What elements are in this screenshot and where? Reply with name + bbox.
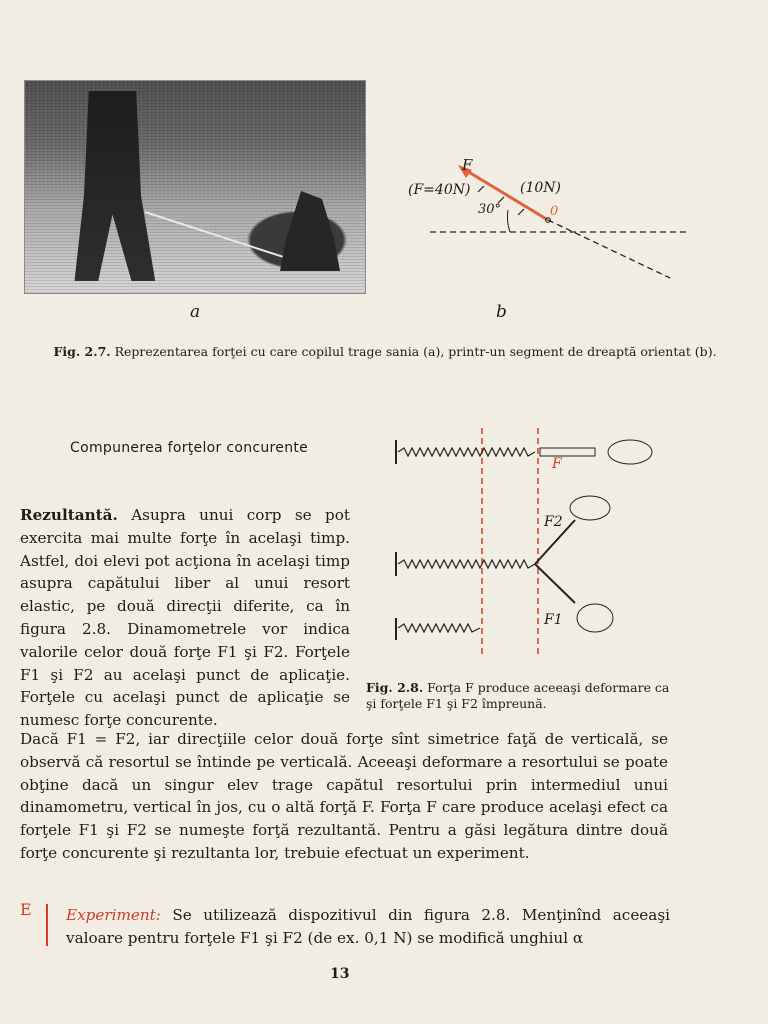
adult-figure xyxy=(65,91,160,281)
force-vector-diagram xyxy=(400,150,700,320)
experiment-paragraph xyxy=(66,904,670,950)
scale-label: (10N) xyxy=(520,180,561,196)
paragraph-concurrent-forces: Dacă F1 = F2, iar direcţiile celor două forţe sînt simetrice faţă de verticală, se observă că resortul se întinde pe verticală. Aceeaşi deformare a resortului se poate obţine dacă un singur elev trage capătul resortului prin intermediul unui dinamometru, vertical în jos, cu o altă forţă F. Forţa F care produce acelaşi efect ca forţele F1 şi F2 se numeşte forţă rezultantă. Pentru a găsi legătura dintre două forţe concurente şi rezultanta lor, trebuie efectuat un experiment. xyxy=(20,730,668,862)
spring-bottom xyxy=(398,624,480,632)
hand-bottom-icon xyxy=(577,604,613,632)
angle-label: 30° xyxy=(478,202,502,217)
term-rezultanta: Rezultantă. xyxy=(20,506,118,524)
spring-dynamometer-diagram xyxy=(390,428,680,668)
experiment-marker: E xyxy=(20,900,32,919)
figure-label-a: a xyxy=(190,302,201,322)
label-f1: F1 xyxy=(544,612,563,628)
section-title: Compunerea forţelor concurente xyxy=(70,440,309,456)
page-number: 13 xyxy=(330,966,350,982)
paragraph-resultant-text: Asupra unui corp se pot exercita mai multe forţe în acelaşi timp. Astfel, doi elevi pot acţiona în acelaşi timp asupra capătului liber al unui resort elastic, pe două direcţii diferite, ca în figura 2.8. Dinamometrele vor indica valorile celor două forţe F1 şi F2. Forţele F1 şi F2 au acelaşi punct de aplicaţie. Forţele cu acelaşi punct de aplicaţie se numesc forţe concurente. xyxy=(20,506,350,730)
figure-2-8-caption-prefix: Fig. 2.8. xyxy=(366,680,424,695)
magnitude-label: (F=40N) xyxy=(408,182,471,198)
label-f: F xyxy=(552,456,562,472)
sled-rope xyxy=(145,211,288,259)
label-f2: F2 xyxy=(544,514,563,530)
experiment-marker-line xyxy=(46,904,48,946)
origin-label: 0 xyxy=(550,204,559,219)
figure-2-7-caption xyxy=(30,344,740,360)
dynamometer-f1 xyxy=(535,564,575,603)
figure-label-b: b xyxy=(496,302,507,322)
spring-middle xyxy=(398,560,535,568)
vector-label: F xyxy=(462,156,473,174)
figure-2-8-caption xyxy=(366,680,676,712)
figure-2-8-caption-text: Forţa F produce aceeaşi deformare ca şi forţele F1 şi F2 împreună. xyxy=(366,680,670,711)
figure-2-7-caption-prefix: Fig. 2.7. xyxy=(53,344,111,359)
hand-top-icon xyxy=(608,440,652,464)
experiment-label: Experiment: xyxy=(66,906,161,924)
hand-middle-icon xyxy=(570,496,610,520)
dynamometer-f xyxy=(540,448,595,456)
diagonal-dashed-line xyxy=(548,220,670,278)
child-on-sled xyxy=(280,191,340,271)
experiment-text: Se utilizează dispozitivul din figura 2.8. Menţinînd aceeaşi valoare pentru forţele F1 şi F2 (de ex. 0,1 N) se modifică unghiul α xyxy=(66,906,670,947)
paragraph-resultant xyxy=(20,504,350,732)
sled-photo xyxy=(24,80,366,294)
spring-top xyxy=(398,448,535,456)
figure-2-7-caption-text: Reprezentarea forţei cu care copilul trage sania (a), printr-un segment de dreaptă orientat (b). xyxy=(114,344,717,359)
